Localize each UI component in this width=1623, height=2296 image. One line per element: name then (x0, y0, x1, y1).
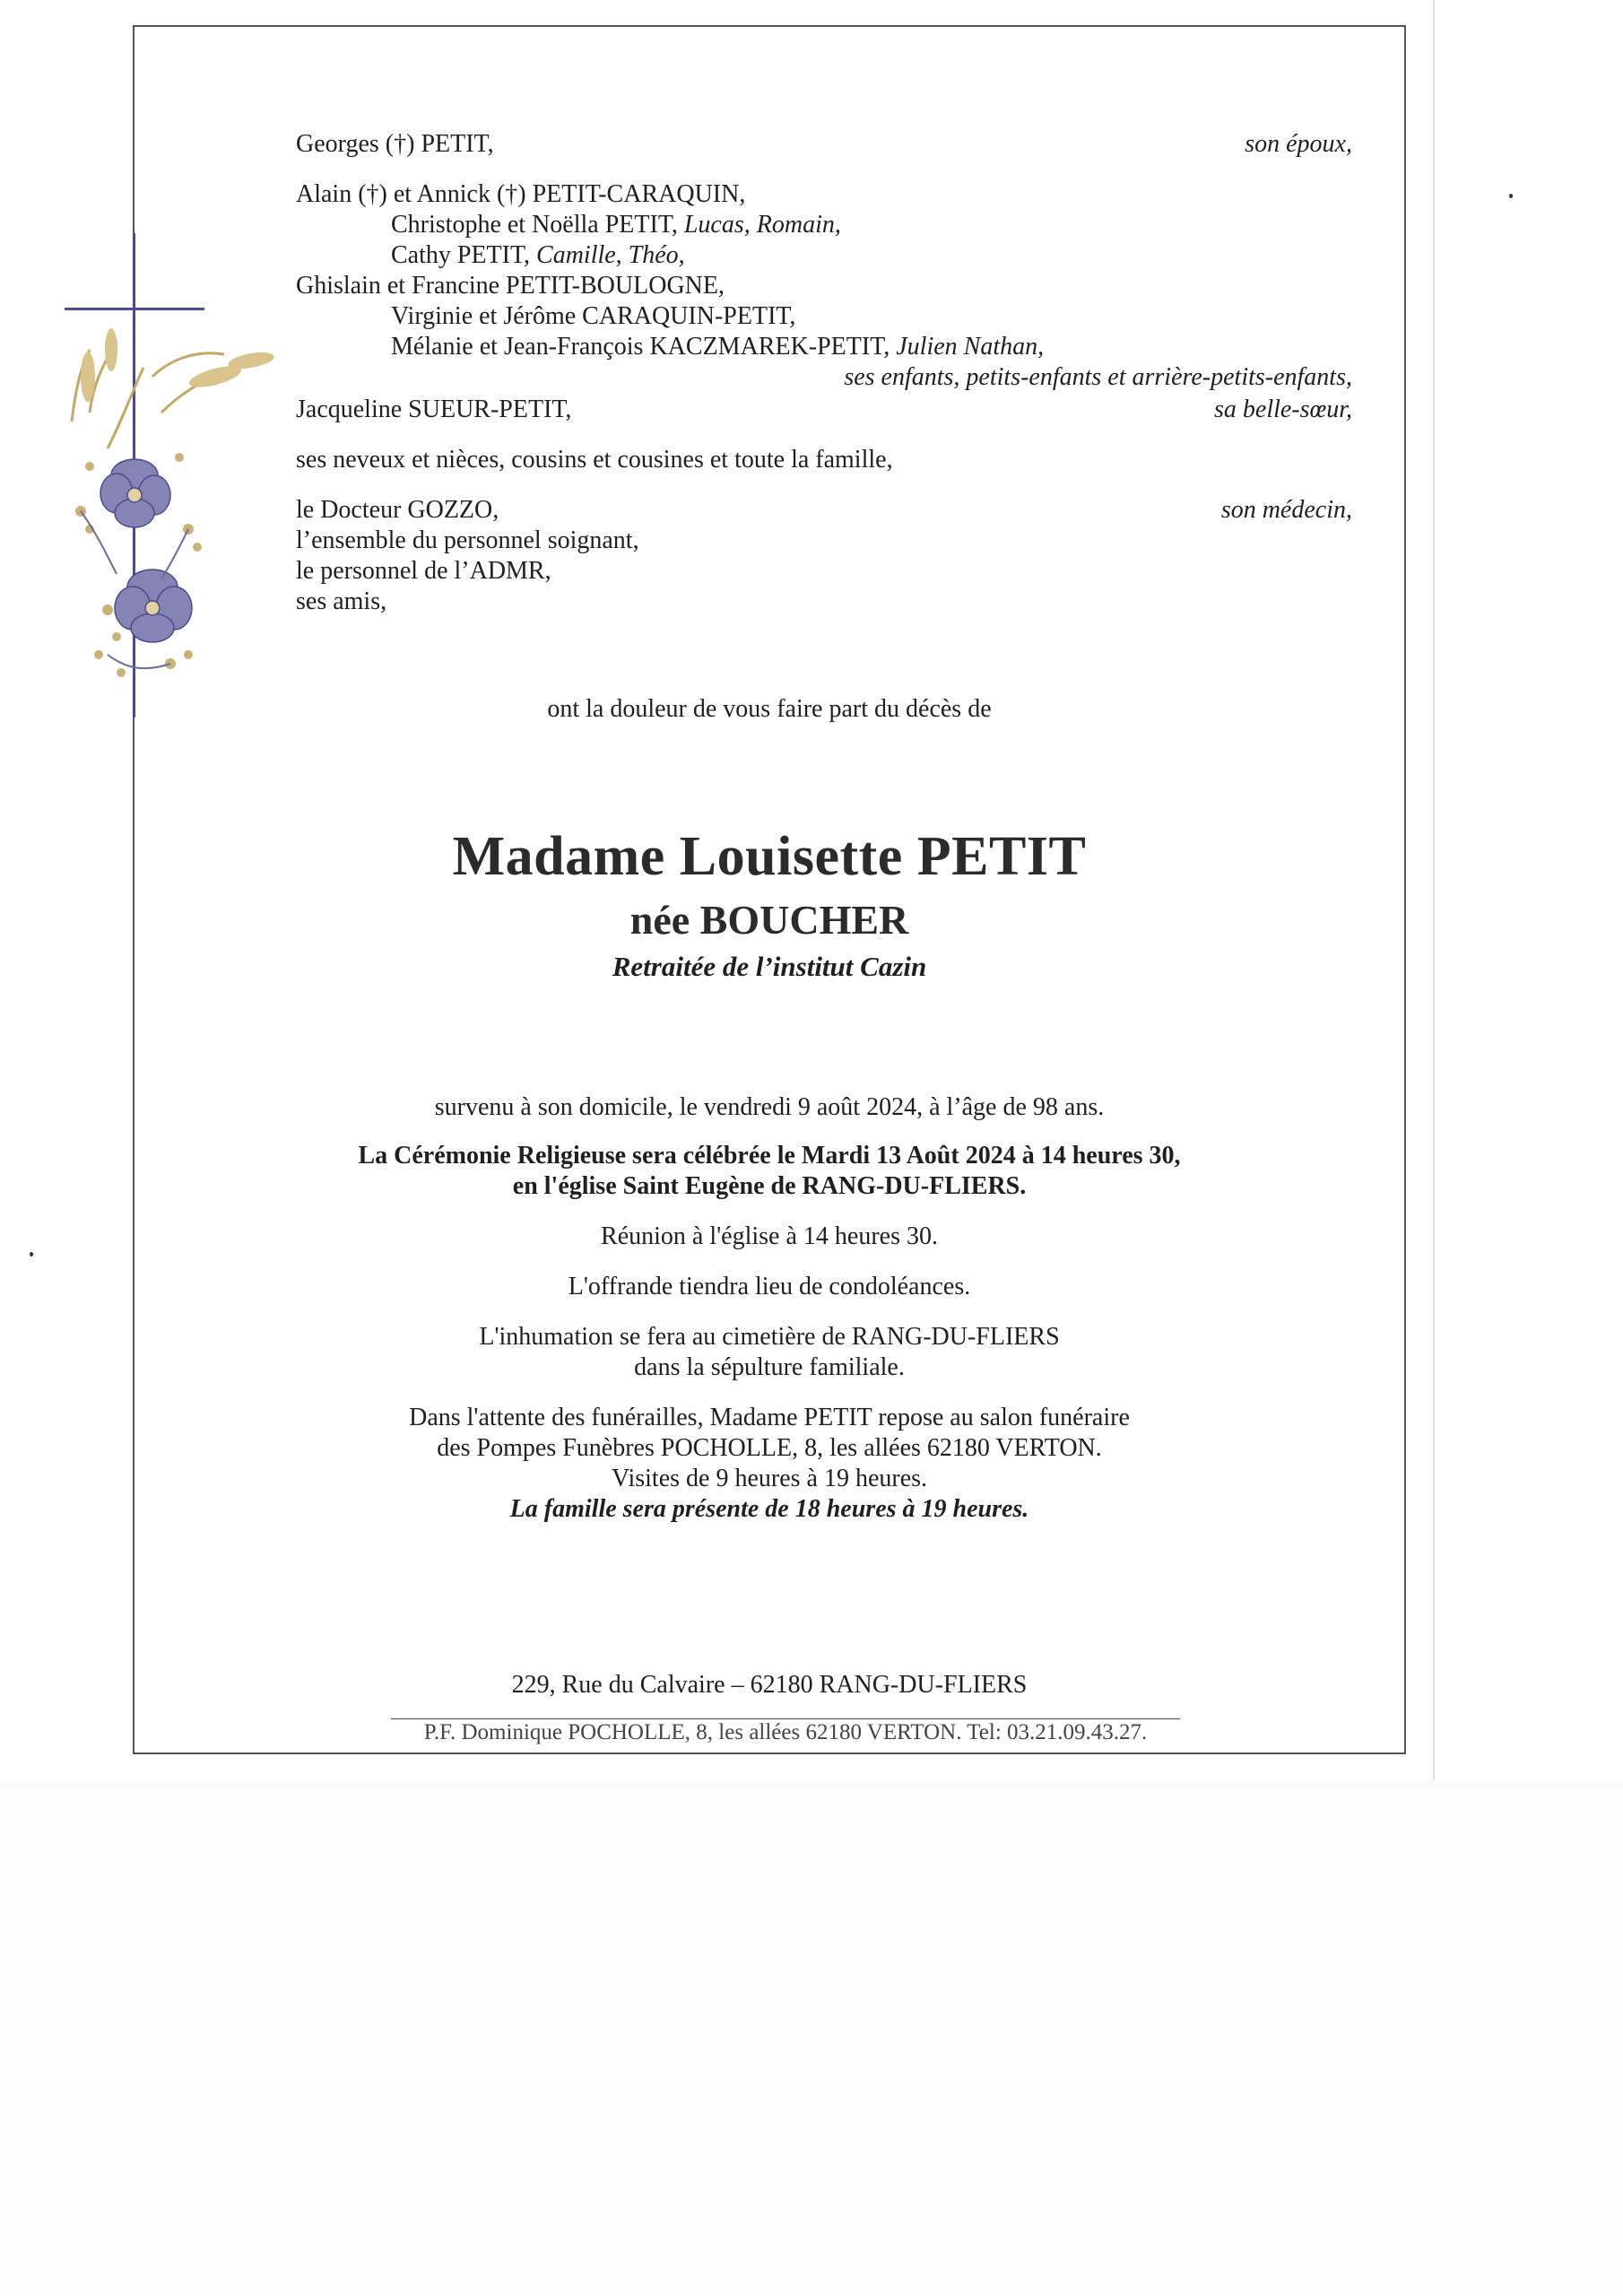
deceased-name: Madame Louisette PETIT (452, 826, 1087, 887)
ceremony-line-2: en l'église Saint Eugène de RANG-DU-FLIERS. (512, 1172, 1027, 1200)
ceremony-line-1: La Cérémonie Religieuse sera célébrée le Mardi 13 Août 2024 à 14 heures 30, (358, 1142, 1181, 1170)
descendants-relation: ses enfants, petits-enfants et arrière-petits-enfants, (844, 363, 1352, 391)
sister-in-law-relation: sa belle-sœur, (1214, 396, 1352, 423)
death-notice: survenu à son domicile, le vendredi 9 août 2024, à l’âge de 98 ans. (434, 1093, 1105, 1121)
grandchildren-line (391, 332, 1044, 362)
burial-line-1: L'inhumation se fera au cimetière de RANG-DU-FLIERS (479, 1323, 1060, 1351)
cross-flower-ornament (54, 233, 287, 735)
wake-line-1: Dans l'attente des funérailles, Madame PETIT repose au salon funéraire (409, 1404, 1130, 1431)
wake-line-3: Visites de 9 heures à 19 heures. (611, 1465, 928, 1492)
great-grandchildren-names: Camille, Théo, (536, 241, 685, 269)
wake-line-4: La famille sera présente de 18 heures à 19 heures. (509, 1495, 1029, 1523)
meeting-info: Réunion à l'église à 14 heures 30. (601, 1222, 938, 1250)
profession: Retraitée de l’institut Cazin (612, 951, 927, 982)
grandchildren-names: Mélanie et Jean-François KACZMAREK-PETIT, (391, 333, 897, 361)
children-line: Ghislain et Francine PETIT-BOULOGNE, (296, 272, 725, 300)
admr-staff: le personnel de l’ADMR, (296, 557, 551, 585)
offering-info: L'offrande tiendra lieu de condoléances. (568, 1273, 971, 1300)
wake-line-2: des Pompes Funèbres POCHOLLE, 8, les allées 62180 VERTON. (437, 1434, 1102, 1462)
announcement-intro: ont la douleur de vous faire part du décès de (547, 695, 992, 723)
great-grandchildren-names: Lucas, Romain, (683, 211, 841, 239)
maiden-name: née BOUCHER (629, 897, 909, 943)
doctor-relation: son médecin, (1220, 496, 1352, 524)
burial-line-2: dans la sépulture familiale. (634, 1353, 905, 1381)
grandchildren-line (391, 210, 841, 240)
care-staff: l’ensemble du personnel soignant, (296, 526, 639, 554)
husband-name: Georges (†) PETIT, (296, 130, 494, 158)
scan-blank-area (0, 1780, 1623, 2296)
scan-speck (30, 1252, 33, 1257)
doctor-name: le Docteur GOZZO, (296, 496, 499, 524)
grandchildren-line: Virginie et Jérôme CARAQUIN-PETIT, (391, 302, 796, 330)
extended-family: ses neveux et nièces, cousins et cousines et toute la famille, (296, 446, 893, 474)
husband-relation: son époux, (1245, 130, 1352, 158)
children-line: Alain (†) et Annick (†) PETIT-CARAQUIN, (296, 180, 746, 208)
grandchildren-line (391, 240, 685, 271)
grandchildren-names: Christophe et Noëlla PETIT, (391, 211, 684, 239)
great-grandchildren-names: Julien Nathan, (896, 333, 1045, 361)
home-address: 229, Rue du Calvaire – 62180 RANG-DU-FLIERS (511, 1671, 1028, 1699)
sister-in-law-name: Jacqueline SUEUR-PETIT, (296, 396, 572, 423)
grandchildren-names: Cathy PETIT, (391, 241, 537, 269)
friends: ses amis, (296, 587, 387, 615)
scan-speck (1509, 194, 1513, 198)
funeral-home-info: P.F. Dominique POCHOLLE, 8, les allées 62180 VERTON. Tel: 03.21.09.43.27. (423, 1720, 1148, 1744)
scan-edge (1433, 0, 1435, 1780)
